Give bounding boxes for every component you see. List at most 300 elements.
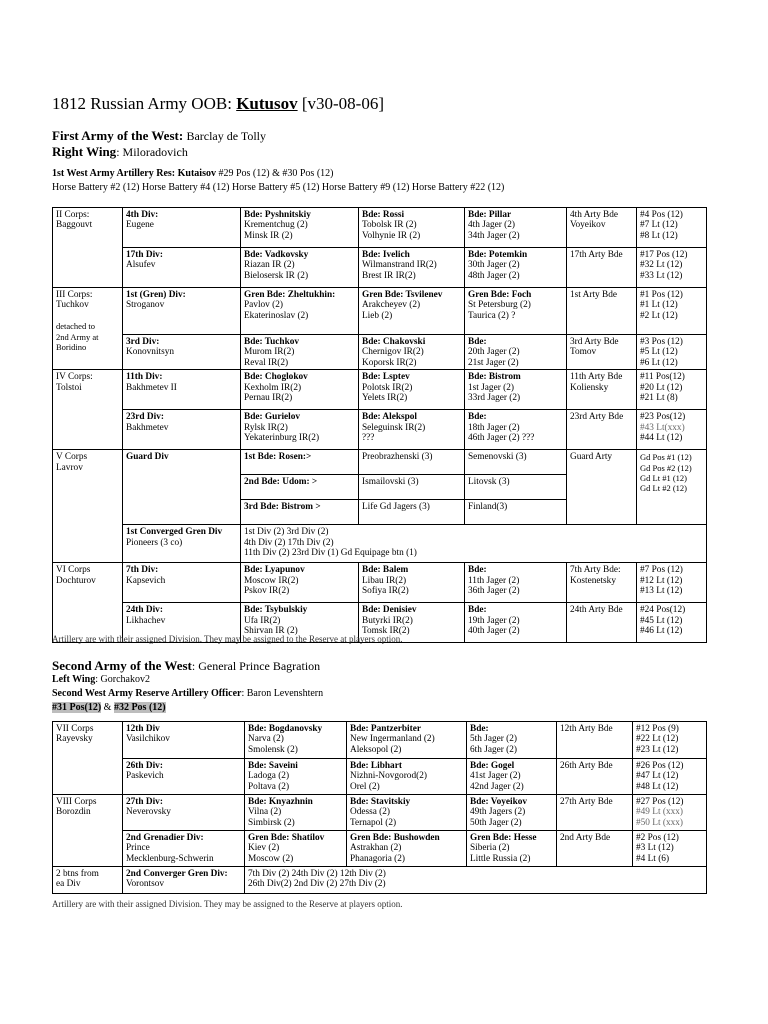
table-cell xyxy=(245,722,347,759)
table-cell xyxy=(123,288,241,335)
cell-line: Narva (2) xyxy=(248,734,284,745)
second-army-heading xyxy=(52,658,320,674)
table-cell xyxy=(637,563,707,603)
cell-line: Riazan IR (2) xyxy=(244,260,295,271)
cell-line: VI Corps xyxy=(56,565,91,576)
table-cell xyxy=(53,563,123,643)
cell-line: Kostenetsky xyxy=(570,575,616,586)
table-row xyxy=(53,795,707,831)
cell-line: Bde: xyxy=(468,337,487,347)
table-cell xyxy=(123,208,241,248)
table-row xyxy=(53,563,707,603)
table-cell xyxy=(53,208,123,288)
table-cell xyxy=(241,450,359,475)
cell-line: Orel (2) xyxy=(350,781,380,792)
cell-line: #1 Lt (12) xyxy=(640,300,678,311)
table-cell xyxy=(359,450,465,475)
table-cell xyxy=(467,831,557,867)
cell-line: Gd Lt #2 (12) xyxy=(640,483,687,494)
table-cell xyxy=(359,500,465,525)
table-cell xyxy=(557,722,633,759)
cell-line: St Petersburg (2) xyxy=(468,300,531,311)
second-art-res-unit1: #31 Pos(12) xyxy=(52,702,102,713)
table-cell xyxy=(123,248,241,288)
cell-line: 2nd Converger Gren Div: xyxy=(126,869,228,879)
cell-line: Bde: xyxy=(468,565,487,576)
table-cell xyxy=(123,831,245,867)
cell-line: Poltava (2) xyxy=(248,781,290,792)
table-row xyxy=(53,208,707,248)
table-cell xyxy=(637,208,707,248)
cell-line: VIII Corps xyxy=(56,797,97,807)
cell-line: #45 Lt (12) xyxy=(640,615,683,626)
cell-line: 27th Div: xyxy=(126,797,163,807)
cell-line: Eugene xyxy=(126,220,154,231)
table-cell xyxy=(53,288,123,370)
second-art-res-officer: : Baron Levenshtern xyxy=(241,688,324,699)
table-cell xyxy=(465,370,567,410)
cell-line: 5th Jager (2) xyxy=(470,734,517,745)
cell-line: Kexholm IR(2) xyxy=(244,382,302,393)
table-cell xyxy=(53,370,123,450)
cell-line: Pernau IR(2) xyxy=(244,393,293,404)
table-cell xyxy=(557,831,633,867)
cell-line: #3 Lt (12) xyxy=(636,843,674,854)
table-cell xyxy=(241,335,359,370)
second-army-oob-body xyxy=(53,722,707,894)
cell-line: 12th Arty Bde xyxy=(560,724,613,734)
cell-line: 36th Jager (2) xyxy=(468,586,520,597)
cell-line: Gren Bde: Shatilov xyxy=(248,833,325,843)
cell-line: Tolstoi xyxy=(56,382,82,393)
cell-line: #3 Pos (12) xyxy=(640,337,683,347)
cell-line: 20th Jager (2) xyxy=(468,347,520,358)
table-cell xyxy=(637,410,707,450)
table-cell xyxy=(465,450,567,475)
cell-line: Murom IR(2) xyxy=(244,347,295,358)
cell-line: Volhynie IR (2) xyxy=(362,230,421,241)
cell-line: 1st Converged Gren Div xyxy=(126,527,223,538)
second-army-note: Artillery are with their assigned Division. They may be assigned to the Reserve at players option. xyxy=(52,899,403,909)
table-cell xyxy=(245,831,347,867)
cell-line: 1st Arty Bde xyxy=(570,290,618,300)
table-cell xyxy=(123,370,241,410)
cell-line: 7th Div (2) 24th Div (2) 12th Div (2) xyxy=(248,869,386,879)
cell-line: Moscow IR(2) xyxy=(244,575,299,586)
cell-line: 49th Jagers (2) xyxy=(470,807,526,818)
cell-line: 40th Jager (2) xyxy=(468,626,520,637)
table-cell xyxy=(123,450,241,525)
cell-line: Libau IR(2) xyxy=(362,575,407,586)
cell-line: 4th Div: xyxy=(126,210,159,220)
table-cell xyxy=(567,410,637,450)
cell-line: Polotsk IR(2) xyxy=(362,382,413,393)
table-row xyxy=(53,288,707,335)
document-title xyxy=(52,94,384,114)
first-army-oob-body xyxy=(53,208,707,643)
table-cell xyxy=(123,335,241,370)
cell-line: Gd Pos #2 (12) xyxy=(640,462,692,473)
cell-line: Baggouvt xyxy=(56,220,93,231)
cell-line: Siberia (2) xyxy=(470,843,510,854)
cell-line: Konovnitsyn xyxy=(126,347,175,358)
table-cell xyxy=(241,288,359,335)
cell-line: 11th Arty Bde xyxy=(570,372,623,383)
cell-line: Chernigov IR(2) xyxy=(362,347,424,358)
table-cell xyxy=(465,475,567,500)
cell-line: Ufa IR(2) xyxy=(244,615,281,626)
cell-line: #33 Lt (12) xyxy=(640,270,683,281)
cell-line: Gren Bde: Bushowden xyxy=(350,833,440,843)
cell-line: Pioneers (3 co) xyxy=(126,537,183,548)
second-army-commander: : General Prince Bagration xyxy=(191,659,321,673)
cell-line: #47 Lt (12) xyxy=(636,771,679,782)
right-wing-heading xyxy=(52,144,188,160)
table-cell xyxy=(359,475,465,500)
cell-line: 21st Jager (2) xyxy=(468,357,519,368)
cell-line: Bde: Ivelich xyxy=(362,250,410,260)
cell-line: Yekaterinburg IR(2) xyxy=(244,433,320,444)
table-cell xyxy=(123,722,245,759)
cell-line: 7th Arty Bde: xyxy=(570,565,621,576)
cell-line: #32 Lt (12) xyxy=(640,260,683,271)
right-wing-commander: : Miloradovich xyxy=(116,145,188,159)
cell-line: Krementchug (2) xyxy=(244,220,308,231)
cell-line: Bde: Vadkovsky xyxy=(244,250,309,260)
cell-line: #50 Lt (xxx) xyxy=(636,817,683,828)
cell-line: II Corps: xyxy=(56,210,90,220)
table-cell xyxy=(245,867,707,894)
table-cell xyxy=(637,450,707,525)
cell-line: V Corps xyxy=(56,452,88,463)
table-cell xyxy=(347,795,467,831)
title-version: [v30-08-06] xyxy=(301,94,385,113)
table-cell xyxy=(245,795,347,831)
cell-line: Bde: Chakovski xyxy=(362,337,426,347)
cell-line: 26th Div(2) 2nd Div (2) 27th Div (2) xyxy=(248,879,386,890)
table-cell xyxy=(567,450,637,525)
cell-line: #7 Pos (12) xyxy=(640,565,683,576)
art-res-label: 1st West Army Artillery Res: Kutaisov xyxy=(52,168,216,179)
cell-line: Bde: Tsybulskiy xyxy=(244,605,308,616)
second-art-res-unit2: #32 Pos (12) xyxy=(113,702,166,713)
title-prefix: 1812 Russian Army OOB: xyxy=(52,94,232,113)
cell-line: 4th Arty Bde xyxy=(570,210,619,220)
second-army-artillery-officer xyxy=(52,688,323,699)
table-row xyxy=(53,722,707,759)
table-cell xyxy=(633,795,707,831)
cell-line: 42nd Jager (2) xyxy=(470,781,524,792)
cell-line: Tuchkov xyxy=(56,300,89,311)
table-cell xyxy=(467,759,557,795)
cell-line: 7th Div: xyxy=(126,565,159,576)
cell-line: 24th Div: xyxy=(126,605,163,616)
table-cell xyxy=(241,208,359,248)
cell-line: Bde: xyxy=(468,605,487,616)
cell-line: Taurica (2) ? xyxy=(468,310,516,321)
cell-line: Bde: Libhart xyxy=(350,761,402,771)
table-cell xyxy=(123,795,245,831)
cell-line: Vasilchikov xyxy=(126,734,170,745)
cell-line: Gren Bde: Hesse xyxy=(470,833,537,843)
table-cell xyxy=(123,867,245,894)
cell-line: Gren Bde: Zheltukhin: xyxy=(244,290,336,300)
title-commander: Kutusov xyxy=(236,94,298,113)
cell-line: 2nd Grenadier Div: xyxy=(126,833,204,843)
cell-line: Minsk IR (2) xyxy=(244,230,293,241)
left-wing-heading xyxy=(52,674,150,685)
table-cell xyxy=(633,759,707,795)
table-cell xyxy=(359,370,465,410)
cell-line: #5 Lt (12) xyxy=(640,347,678,358)
table-row xyxy=(53,370,707,410)
table-cell xyxy=(567,335,637,370)
cell-line: #48 Lt (12) xyxy=(636,781,679,792)
cell-line: Finland(3) xyxy=(468,502,508,513)
second-army-artillery-reserve xyxy=(52,702,166,713)
right-wing-label: Right Wing xyxy=(52,144,117,159)
cell-line: #4 Lt (6) xyxy=(636,853,670,864)
table-row xyxy=(53,867,707,894)
table-cell xyxy=(567,563,637,603)
cell-line: Sofiya IR(2) xyxy=(362,586,409,597)
table-cell xyxy=(245,759,347,795)
cell-line: #1 Pos (12) xyxy=(640,290,683,300)
cell-line: Rylsk IR(2) xyxy=(244,422,288,433)
cell-line: 26th Arty Bde xyxy=(560,761,613,771)
left-wing-label: Left Wing xyxy=(52,674,96,685)
cell-line: Pavlov (2) xyxy=(244,300,283,311)
table-cell xyxy=(465,288,567,335)
cell-line: 50th Jager (2) xyxy=(470,817,522,828)
cell-line: Bielosersk IR (2) xyxy=(244,270,309,281)
table-cell xyxy=(359,335,465,370)
cell-line: Moscow (2) xyxy=(248,853,294,864)
table-cell xyxy=(465,410,567,450)
table-cell xyxy=(467,722,557,759)
table-cell xyxy=(359,410,465,450)
cell-line: #12 Pos (9) xyxy=(636,724,679,734)
cell-line: Seleguinsk IR(2) xyxy=(362,422,426,433)
cell-line: 1st (Gren) Div: xyxy=(126,290,186,300)
cell-line: 6th Jager (2) xyxy=(470,744,517,755)
first-army-artillery-reserve xyxy=(52,168,333,179)
cell-line: Tomsk IR(2) xyxy=(362,626,410,637)
horse-batteries: Horse Battery #2 (12) Horse Battery #4 (12) Horse Battery #5 (12) Horse Battery #9 (12) Horse Battery #22 (12) xyxy=(52,182,505,193)
cell-line: Bde: xyxy=(470,724,489,734)
cell-line: 2 btns from xyxy=(56,869,99,879)
table-cell xyxy=(359,288,465,335)
cell-line: Bde: Denisiev xyxy=(362,605,417,616)
table-cell xyxy=(637,335,707,370)
cell-line: Ismailovski (3) xyxy=(362,477,419,488)
cell-line: #26 Pos (12) xyxy=(636,761,684,771)
cell-line: Vorontsov xyxy=(126,879,165,890)
table-cell xyxy=(53,867,123,894)
cell-line: 1st Div (2) 3rd Div (2) xyxy=(244,527,329,538)
first-army-commander: Barclay de Tolly xyxy=(186,129,267,143)
table-cell xyxy=(465,248,567,288)
cell-line: ??? xyxy=(362,433,375,444)
cell-line: Pskov IR(2) xyxy=(244,586,290,597)
table-cell xyxy=(347,722,467,759)
cell-line: Guard Div xyxy=(126,452,169,463)
cell-line: #4 Pos (12) xyxy=(640,210,683,220)
table-cell xyxy=(567,208,637,248)
cell-line: 23rd Arty Bde xyxy=(570,412,624,423)
table-cell xyxy=(241,475,359,500)
cell-line xyxy=(56,311,120,321)
cell-line: III Corps: xyxy=(56,290,93,300)
table-cell xyxy=(567,288,637,335)
cell-line: Ternapol (2) xyxy=(350,817,397,828)
table-cell xyxy=(557,759,633,795)
cell-line: #17 Pos (12) xyxy=(640,250,688,260)
cell-line: Nizhni-Novgorod(2) xyxy=(350,771,427,782)
cell-line: Alsufev xyxy=(126,260,156,271)
cell-line: 17th Arty Bde xyxy=(570,250,623,260)
cell-line: #49 Lt (xxx) xyxy=(636,807,683,818)
cell-line: 48th Jager (2) xyxy=(468,270,520,281)
cell-line: Bde: xyxy=(468,412,487,423)
cell-line: Tomov xyxy=(570,347,597,358)
cell-line: VII Corps xyxy=(56,724,94,734)
cell-line: #23 Pos(12) xyxy=(640,412,686,423)
cell-line: #6 Lt (12) xyxy=(640,357,678,368)
cell-line: Astrakhan (2) xyxy=(350,843,402,854)
cell-line: 41st Jager (2) xyxy=(470,771,521,782)
cell-line: 1st Jager (2) xyxy=(468,382,514,393)
cell-line: Guard Arty xyxy=(570,452,613,463)
cell-line: Odessa (2) xyxy=(350,807,391,818)
cell-line: Koporsk IR(2) xyxy=(362,357,417,368)
cell-line: Bde: Bogdanovsky xyxy=(248,724,323,734)
table-cell xyxy=(347,831,467,867)
cell-line: Bde: Knyazhnin xyxy=(248,797,313,807)
cell-line: Tobolsk IR (2) xyxy=(362,220,417,231)
cell-line: 12th Div xyxy=(126,724,160,734)
cell-line: 27th Arty Bde xyxy=(560,797,613,807)
cell-line: Bde: Tuchkov xyxy=(244,337,300,347)
table-cell xyxy=(465,500,567,525)
cell-line: Vilna (2) xyxy=(248,807,282,818)
cell-line: Bde: Lyapunov xyxy=(244,565,305,576)
table-cell xyxy=(633,722,707,759)
cell-line: Rayevsky xyxy=(56,734,93,745)
cell-line: 33rd Jager (2) xyxy=(468,393,521,404)
cell-line: Yelets IR(2) xyxy=(362,393,408,404)
table-cell xyxy=(123,759,245,795)
table-cell xyxy=(637,603,707,643)
table-cell xyxy=(465,603,567,643)
cell-line: Kapsevich xyxy=(126,575,166,586)
table-row xyxy=(53,831,707,867)
cell-line: #11 Pos(12) xyxy=(640,372,685,383)
second-art-res-amp: & xyxy=(103,702,112,713)
cell-line: Gren Bde: Foch xyxy=(468,290,532,300)
cell-line: #22 Lt (12) xyxy=(636,734,679,745)
table-row xyxy=(53,248,707,288)
cell-line: Lieb (2) xyxy=(362,310,393,321)
table-cell xyxy=(123,410,241,450)
cell-line: Borozdin xyxy=(56,807,91,818)
table-cell xyxy=(557,795,633,831)
table-cell xyxy=(123,525,241,563)
cell-line: Bde: Pillar xyxy=(468,210,512,220)
cell-line: Bakhmetev xyxy=(126,422,169,433)
cell-line: Bde: Stavitskiy xyxy=(350,797,411,807)
table-cell xyxy=(241,410,359,450)
table-cell xyxy=(241,563,359,603)
cell-line: Voyeikov xyxy=(570,220,606,231)
table-cell xyxy=(567,248,637,288)
table-cell xyxy=(465,563,567,603)
cell-line: Bde: Lsptev xyxy=(362,372,410,383)
cell-line: #43 Lt(xxx) xyxy=(640,422,685,433)
cell-line: detached to xyxy=(56,321,95,332)
cell-line: 4th Div (2) 17th Div (2) xyxy=(244,537,334,548)
table-cell xyxy=(53,450,123,563)
cell-line: 19th Jager (2) xyxy=(468,615,520,626)
cell-line: Bde: Pyshnitskiy xyxy=(244,210,311,220)
cell-line: Butyrki IR(2) xyxy=(362,615,413,626)
cell-line: IV Corps: xyxy=(56,372,93,383)
cell-line: Stroganov xyxy=(126,300,165,311)
table-row xyxy=(53,759,707,795)
table-cell xyxy=(359,563,465,603)
cell-line: #12 Lt (12) xyxy=(640,575,683,586)
cell-line: #2 Lt (12) xyxy=(640,310,678,321)
table-cell xyxy=(637,248,707,288)
table-cell xyxy=(347,759,467,795)
cell-line: Litovsk (3) xyxy=(468,477,510,488)
cell-line: 3rd Arty Bde xyxy=(570,337,619,347)
cell-line: Bde: Saveini xyxy=(248,761,298,771)
cell-line: Phanagoria (2) xyxy=(350,853,405,864)
cell-line: Paskevich xyxy=(126,771,164,782)
first-army-oob-table xyxy=(52,207,707,643)
cell-line: #27 Pos (12) xyxy=(636,797,684,807)
first-army-note: Artillery are with their assigned Division. They may be assigned to the Reserve at players option. xyxy=(52,634,403,644)
table-cell xyxy=(53,722,123,795)
cell-line: 2nd Army at xyxy=(56,331,99,342)
cell-line: Smolensk (2) xyxy=(248,744,298,755)
cell-line: Bde: Voyeikov xyxy=(470,797,528,807)
second-army-oob-table xyxy=(52,721,707,894)
table-cell xyxy=(567,603,637,643)
cell-line: Semenovski (3) xyxy=(468,452,527,463)
cell-line: 2nd Arty Bde xyxy=(560,833,611,843)
cell-line: 26th Div: xyxy=(126,761,163,771)
table-row xyxy=(53,525,707,563)
cell-line: 18th Jager (2) xyxy=(468,422,520,433)
cell-line: Bakhmetev II xyxy=(126,382,177,393)
cell-line: Aleksopol (2) xyxy=(350,744,402,755)
cell-line: 3rd Bde: Bistrom > xyxy=(244,502,321,513)
table-row xyxy=(53,410,707,450)
cell-line: Life Gd Jagers (3) xyxy=(362,502,430,513)
cell-line: 30th Jager (2) xyxy=(468,260,520,271)
table-cell xyxy=(467,795,557,831)
cell-line: Bde: Alekspol xyxy=(362,412,418,423)
art-res-units: #29 Pos (12) & #30 Pos (12) xyxy=(218,168,334,179)
cell-line: New Ingermanland (2) xyxy=(350,734,435,745)
cell-line: Ladoga (2) xyxy=(248,771,290,782)
cell-line: Bde: Balem xyxy=(362,565,409,576)
cell-line: 4th Jager (2) xyxy=(468,220,515,231)
table-cell xyxy=(241,525,707,563)
cell-line: Neverovsky xyxy=(126,807,171,818)
